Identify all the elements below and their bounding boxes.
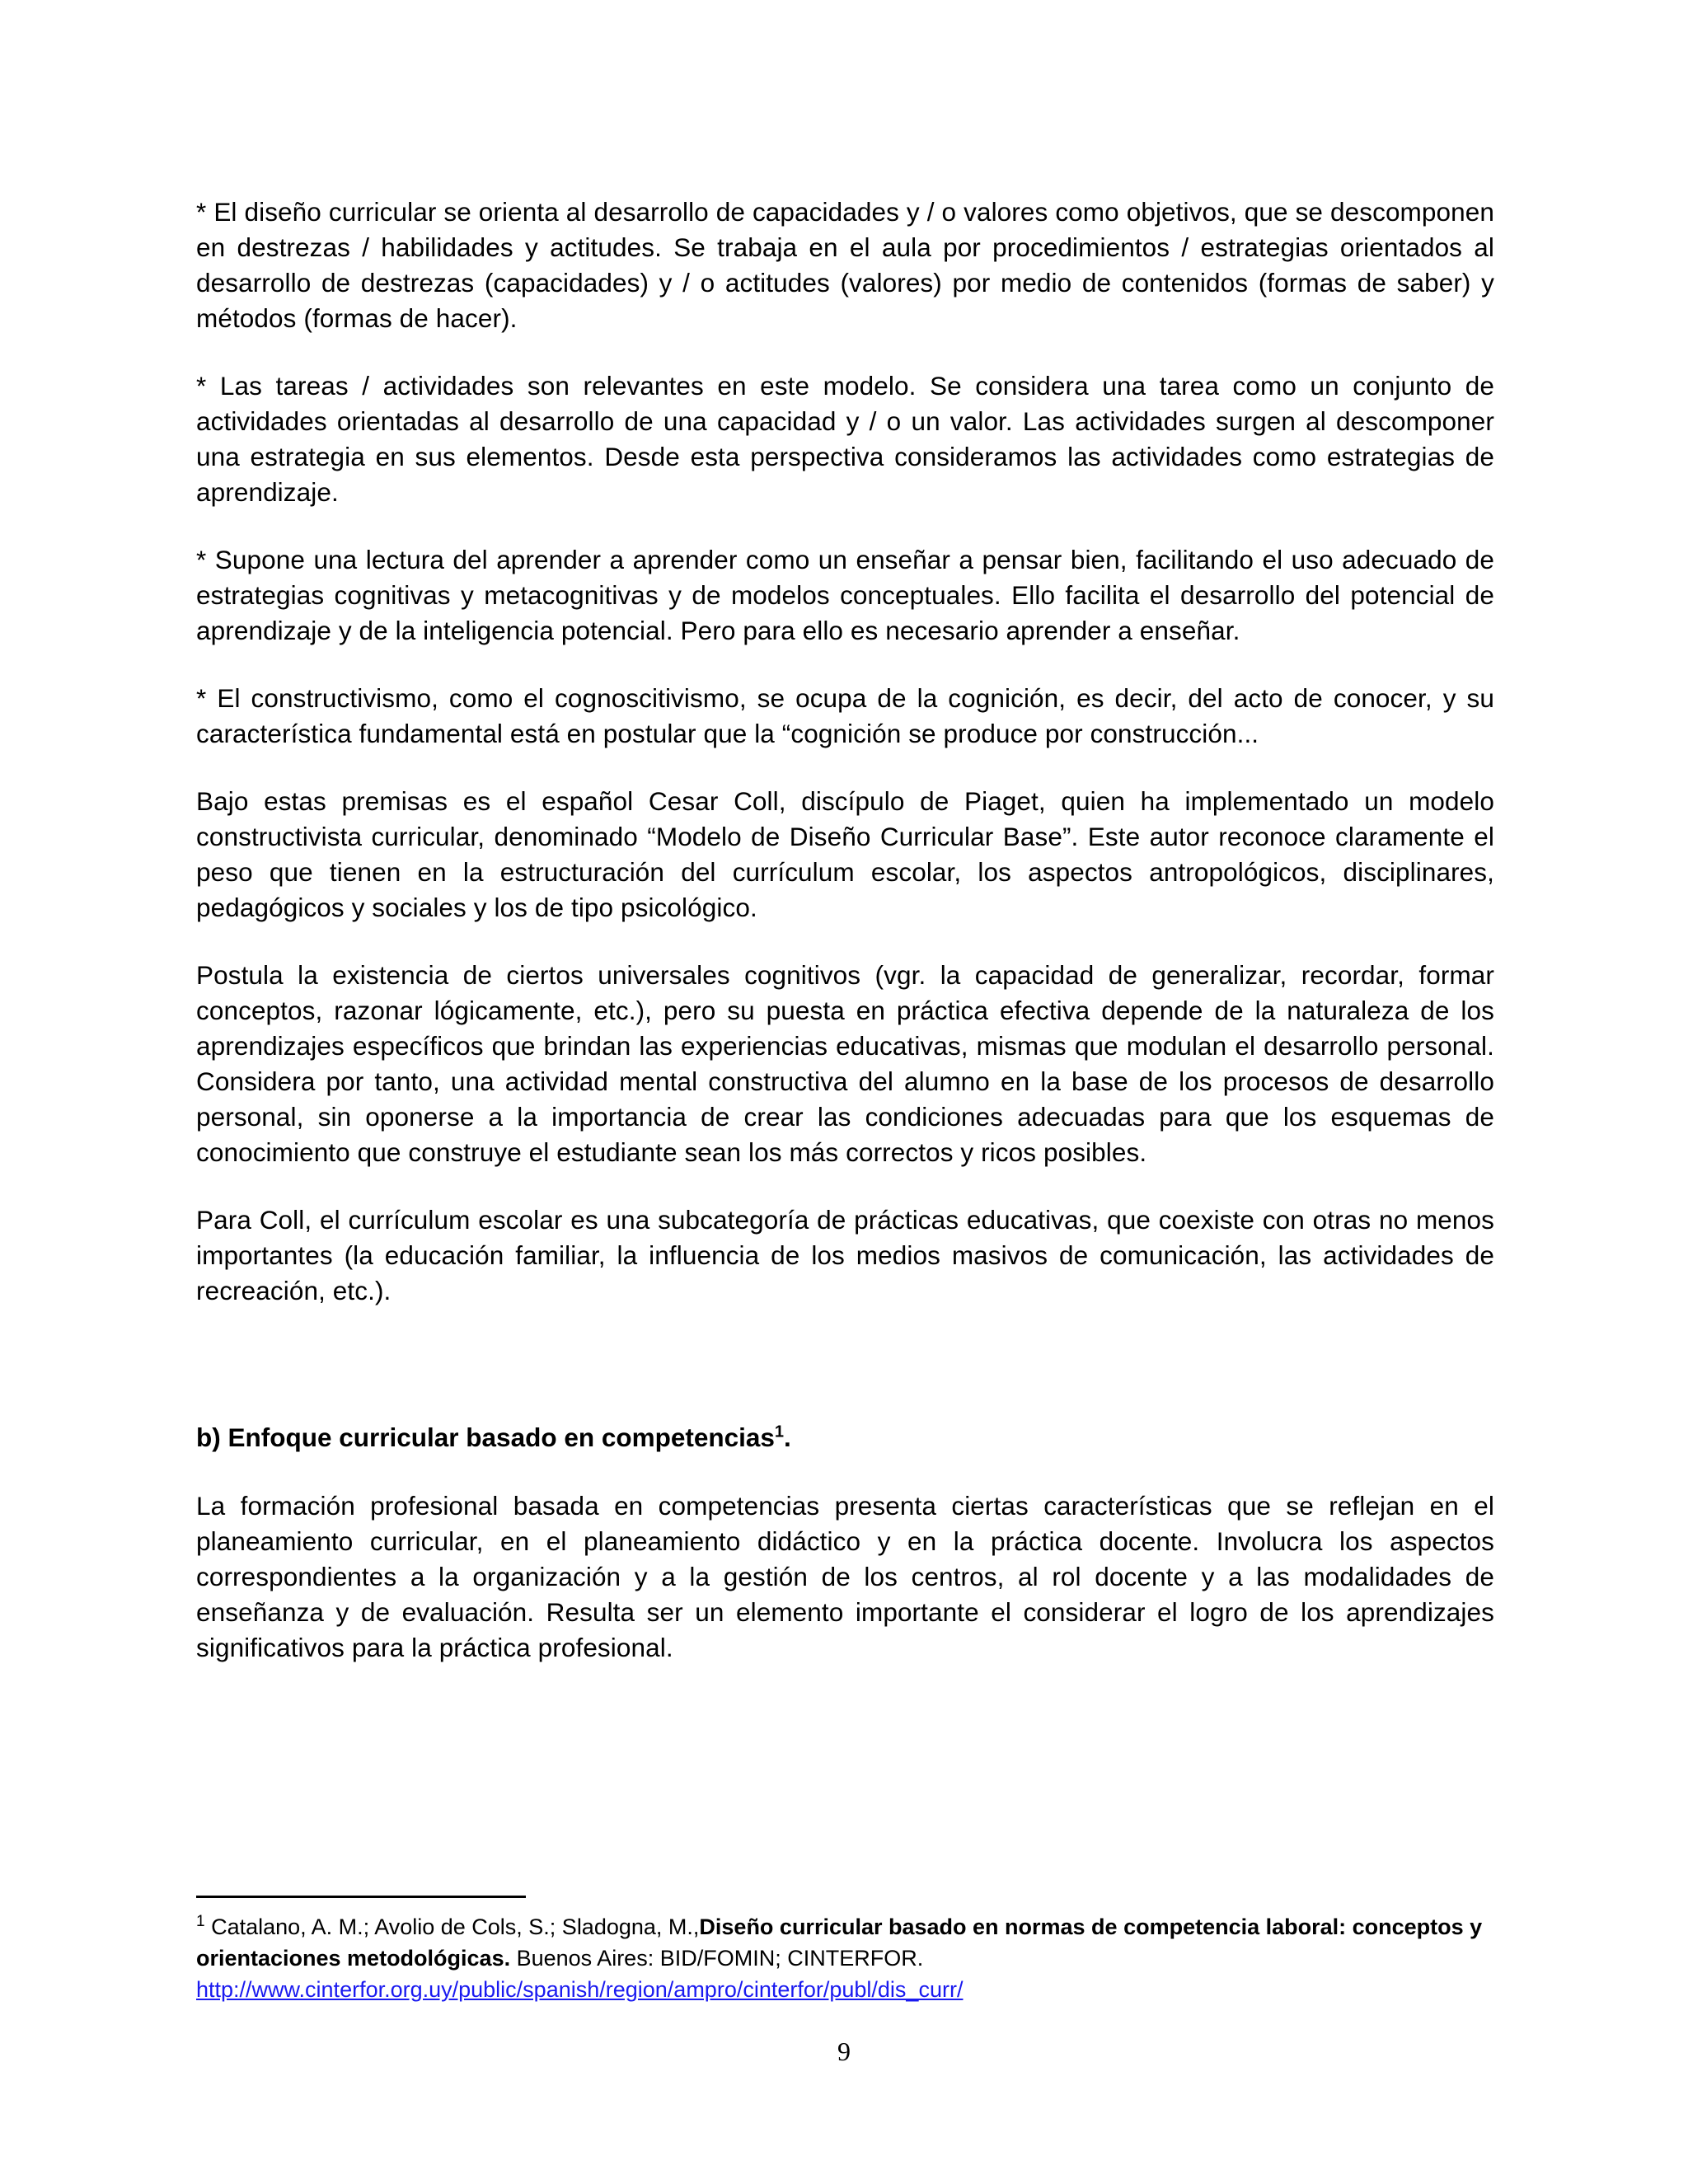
paragraph-6: Postula la existencia de ciertos universales cognitivos (vgr. la capacidad de generalizar, recordar, formar conceptos, razonar lógicamente, etc.), pero su puesta en práctica efectiva depende de la naturaleza de los aprendizajes específicos que brindan las experiencias educativas, mismas que modulan el desarrollo personal. Considera por tanto, una actividad mental constructiva del alumno en la base de los procesos de desarrollo personal, sin oponerse a la importancia de crear las condiciones adecuadas para que los esquemas de conocimiento que construye el estudiante sean los más correctos y ricos posibles.	[196, 960, 1494, 1167]
footnote-text	[196, 1911, 1494, 2005]
section-heading	[196, 1420, 1494, 1455]
paragraph-2: * Las tareas / actividades son relevantes en este modelo. Se considera una tarea como un conjunto de actividades orientadas al desarrollo de una capacidad y / o un valor. Las actividades surgen al descomponer una estrategia en sus elementos. Desde esta perspectiva consideramos las actividades como estrategias de aprendizaje.	[196, 371, 1494, 507]
section-heading-text: b) Enfoque curricular basado en competencias	[196, 1422, 775, 1452]
footnote-authors: Catalano, A. M.; Avolio de Cols, S.; Sladogna, M.,	[204, 1915, 700, 1939]
paragraph-1: * El diseño curricular se orienta al desarrollo de capacidades y / o valores como objetivos, que se descomponen en destrezas / habilidades y actitudes. Se trabaja en el aula por procedimientos / estrategias orientados al desarrollo de destrezas (capacidades) y / o actitudes (valores) por medio de contenidos (formas de saber) y métodos (formas de hacer).	[196, 197, 1494, 333]
page-number: 9	[837, 2036, 851, 2066]
paragraph-3: * Supone una lectura del aprender a aprender como un enseñar a pensar bien, facilitando el uso adecuado de estrategias cognitivas y metacognitivas y de modelos conceptuales. Ello facilita el desarrollo del potencial de aprendizaje y de la inteligencia potencial. Pero para ello es necesario aprender a enseñar.	[196, 545, 1494, 645]
paragraph-after-heading: La formación profesional basada en competencias presenta ciertas características que se reflejan en el planeamiento curricular, en el planeamiento didáctico y en la práctica docente. Involucra los aspectos correspondientes a la organización y a la gestión de los centros, al rol docente y a las modalidades de enseñanza y de evaluación. Resulta ser un elemento importante el considerar el logro de los aprendizajes significativos para la práctica profesional.	[196, 1491, 1494, 1662]
paragraph-7: Para Coll, el currículum escolar es una subcategoría de prácticas educativas, que coexiste con otras no menos importantes (la educación familiar, la influencia de los medios masivos de comunicación, las actividades de recreación, etc.).	[196, 1205, 1494, 1305]
footnote-area	[196, 1896, 1494, 2005]
footnote-number: 1	[196, 1913, 205, 1930]
footnote-reference-marker[interactable]: 1	[774, 1422, 785, 1441]
paragraph-5: Bajo estas premisas es el español Cesar Coll, discípulo de Piaget, quien ha implementado un modelo constructivista curricular, denominado “Modelo de Diseño Curricular Base”. Este autor reconoce claramente el peso que tienen en la estructuración del currículum escolar, los aspectos antropológicos, disciplinares, pedagógicos y sociales y los de tipo psicológico.	[196, 786, 1494, 922]
footnote-url-link[interactable]: http://www.cinterfor.org.uy/public/spanish/region/ampro/cinterfor/publ/dis_curr/	[196, 1977, 964, 2002]
section-heading-period: .	[784, 1422, 791, 1452]
footnote-separator-rule	[196, 1896, 526, 1898]
page-body	[196, 194, 1494, 1698]
paragraph-4: * El constructivismo, como el cognoscitivismo, se ocupa de la cognición, es decir, del acto de conocer, y su característica fundamental está en postular que la “cognición se produce por construcción...	[196, 683, 1494, 748]
footnote-title: Diseño curricular basado en normas de competencia laboral: conceptos y orientaciones metodológicas.	[196, 1915, 1483, 1971]
section-spacer	[196, 1341, 1494, 1420]
footnote-publisher: Buenos Aires: BID/FOMIN; CINTERFOR.	[510, 1946, 924, 1971]
